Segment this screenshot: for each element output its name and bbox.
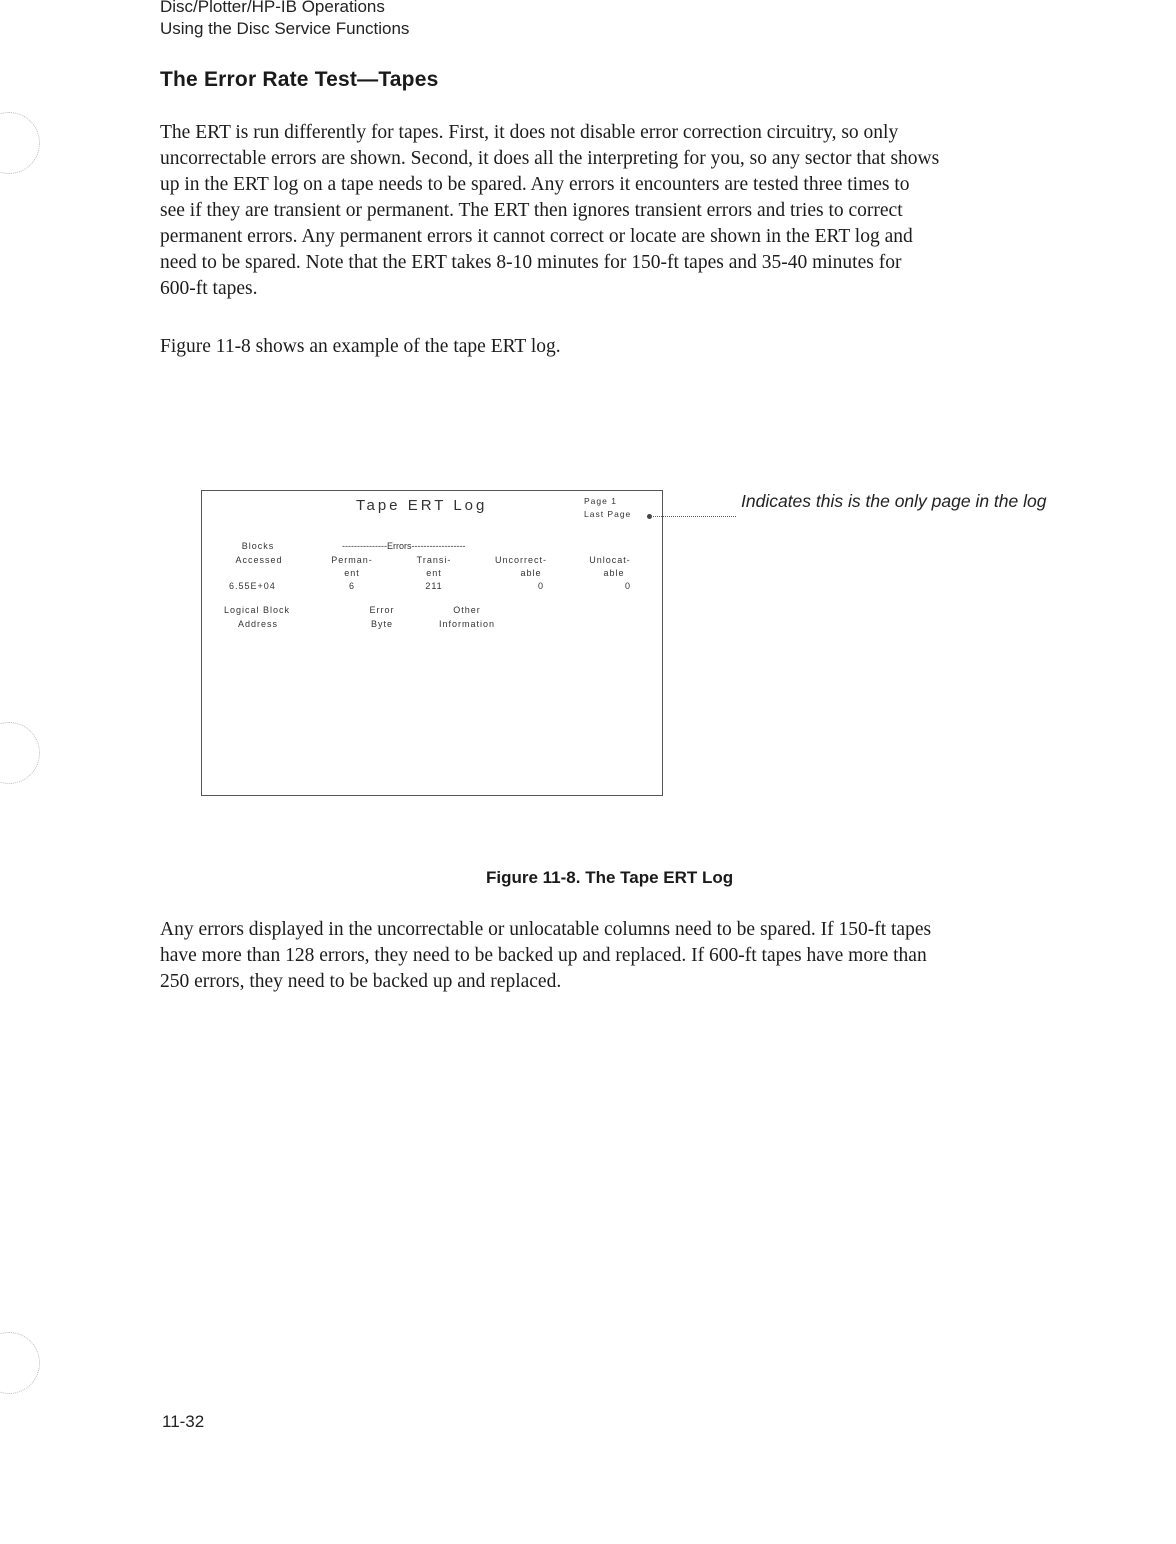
error-byte-header-1: Error [369,605,395,615]
uncorrectable-header-1: Uncorrect- [494,555,547,565]
transient-header-2: ent [426,568,442,578]
header-line-2: Using the Disc Service Functions [160,19,410,38]
page-label: Page 1 [584,496,617,506]
binder-hole-mark [0,1332,40,1394]
logical-block-header-1: Logical Block [224,605,291,615]
paragraph-line: see if they are transient or permanent. The ERT then ignores transient errors and tries to correct [160,200,903,221]
figure-callout: Indicates this is the only page in the log [741,491,1047,511]
paragraph-figure-reference [160,334,1100,360]
paragraph-line: have more than 128 errors, they need to be backed up and replaced. If 600-ft tapes have more than [160,945,927,966]
paragraph-line: uncorrectable errors are shown. Second, it does all the interpreting for you, so any sector that shows [160,148,940,169]
paragraph-line: up in the ERT log on a tape needs to be spared. Any errors it encounters are tested three times to [160,174,910,195]
blocks-header-1: Blocks [241,541,275,551]
paragraph-line: 250 errors, they need to be backed up and replaced. [160,971,562,992]
paragraph-sparing-guidance [160,917,1100,995]
unlocatable-header-2: able [603,568,625,578]
header-line-1: Disc/Plotter/HP-IB Operations [160,0,385,16]
unlocatable-value: 0 [624,581,631,591]
permanent-header-2: ent [344,568,360,578]
paragraph-line: The ERT is run differently for tapes. First, it does not disable error correction circuitry, so only [160,122,899,143]
paragraph-line: need to be spared. Note that the ERT takes 8-10 minutes for 150-ft tapes and 35-40 minutes for [160,252,902,273]
tape-ert-log-screen [201,490,663,796]
blocks-accessed-value: 6.55E+04 [229,581,276,591]
transient-header-1: Transi- [416,555,452,565]
callout-leader-line [650,516,736,517]
binder-hole-mark [0,722,40,784]
other-info-header-2: Information [438,619,496,629]
unlocatable-header-1: Unlocat- [589,555,631,565]
paragraph-line: permanent errors. Any permanent errors it cannot correct or locate are shown in the ERT log and [160,226,913,247]
transient-value: 211 [425,581,443,591]
figure-caption: Figure 11-8. The Tape ERT Log [486,868,734,887]
last-page-label: Last Page [584,509,632,519]
logical-block-header-2: Address [238,619,279,629]
errors-header: ---------------Errors------------------ [342,541,466,551]
binder-hole-mark [0,112,40,174]
error-byte-header-2: Byte [370,619,393,629]
log-title: Tape ERT Log [356,497,488,514]
permanent-header-1: Perman- [331,555,373,565]
blocks-header-2: Accessed [235,555,283,565]
uncorrectable-header-2: able [520,568,542,578]
page-number: 11-32 [162,1412,205,1431]
paragraph-ert-description [160,120,1100,302]
paragraph-line: Any errors displayed in the uncorrectable or unlocatable columns need to be spared. If 150-ft tapes [160,919,932,940]
running-header [160,0,409,40]
permanent-value: 6 [348,581,355,591]
other-info-header-1: Other [453,605,481,615]
uncorrectable-value: 0 [537,581,544,591]
paragraph-line: 600-ft tapes. [160,278,258,299]
section-title: The Error Rate Test—Tapes [160,68,439,91]
log-page-indicator [584,495,631,521]
paragraph-line: Figure 11-8 shows an example of the tape ERT log. [160,336,561,357]
